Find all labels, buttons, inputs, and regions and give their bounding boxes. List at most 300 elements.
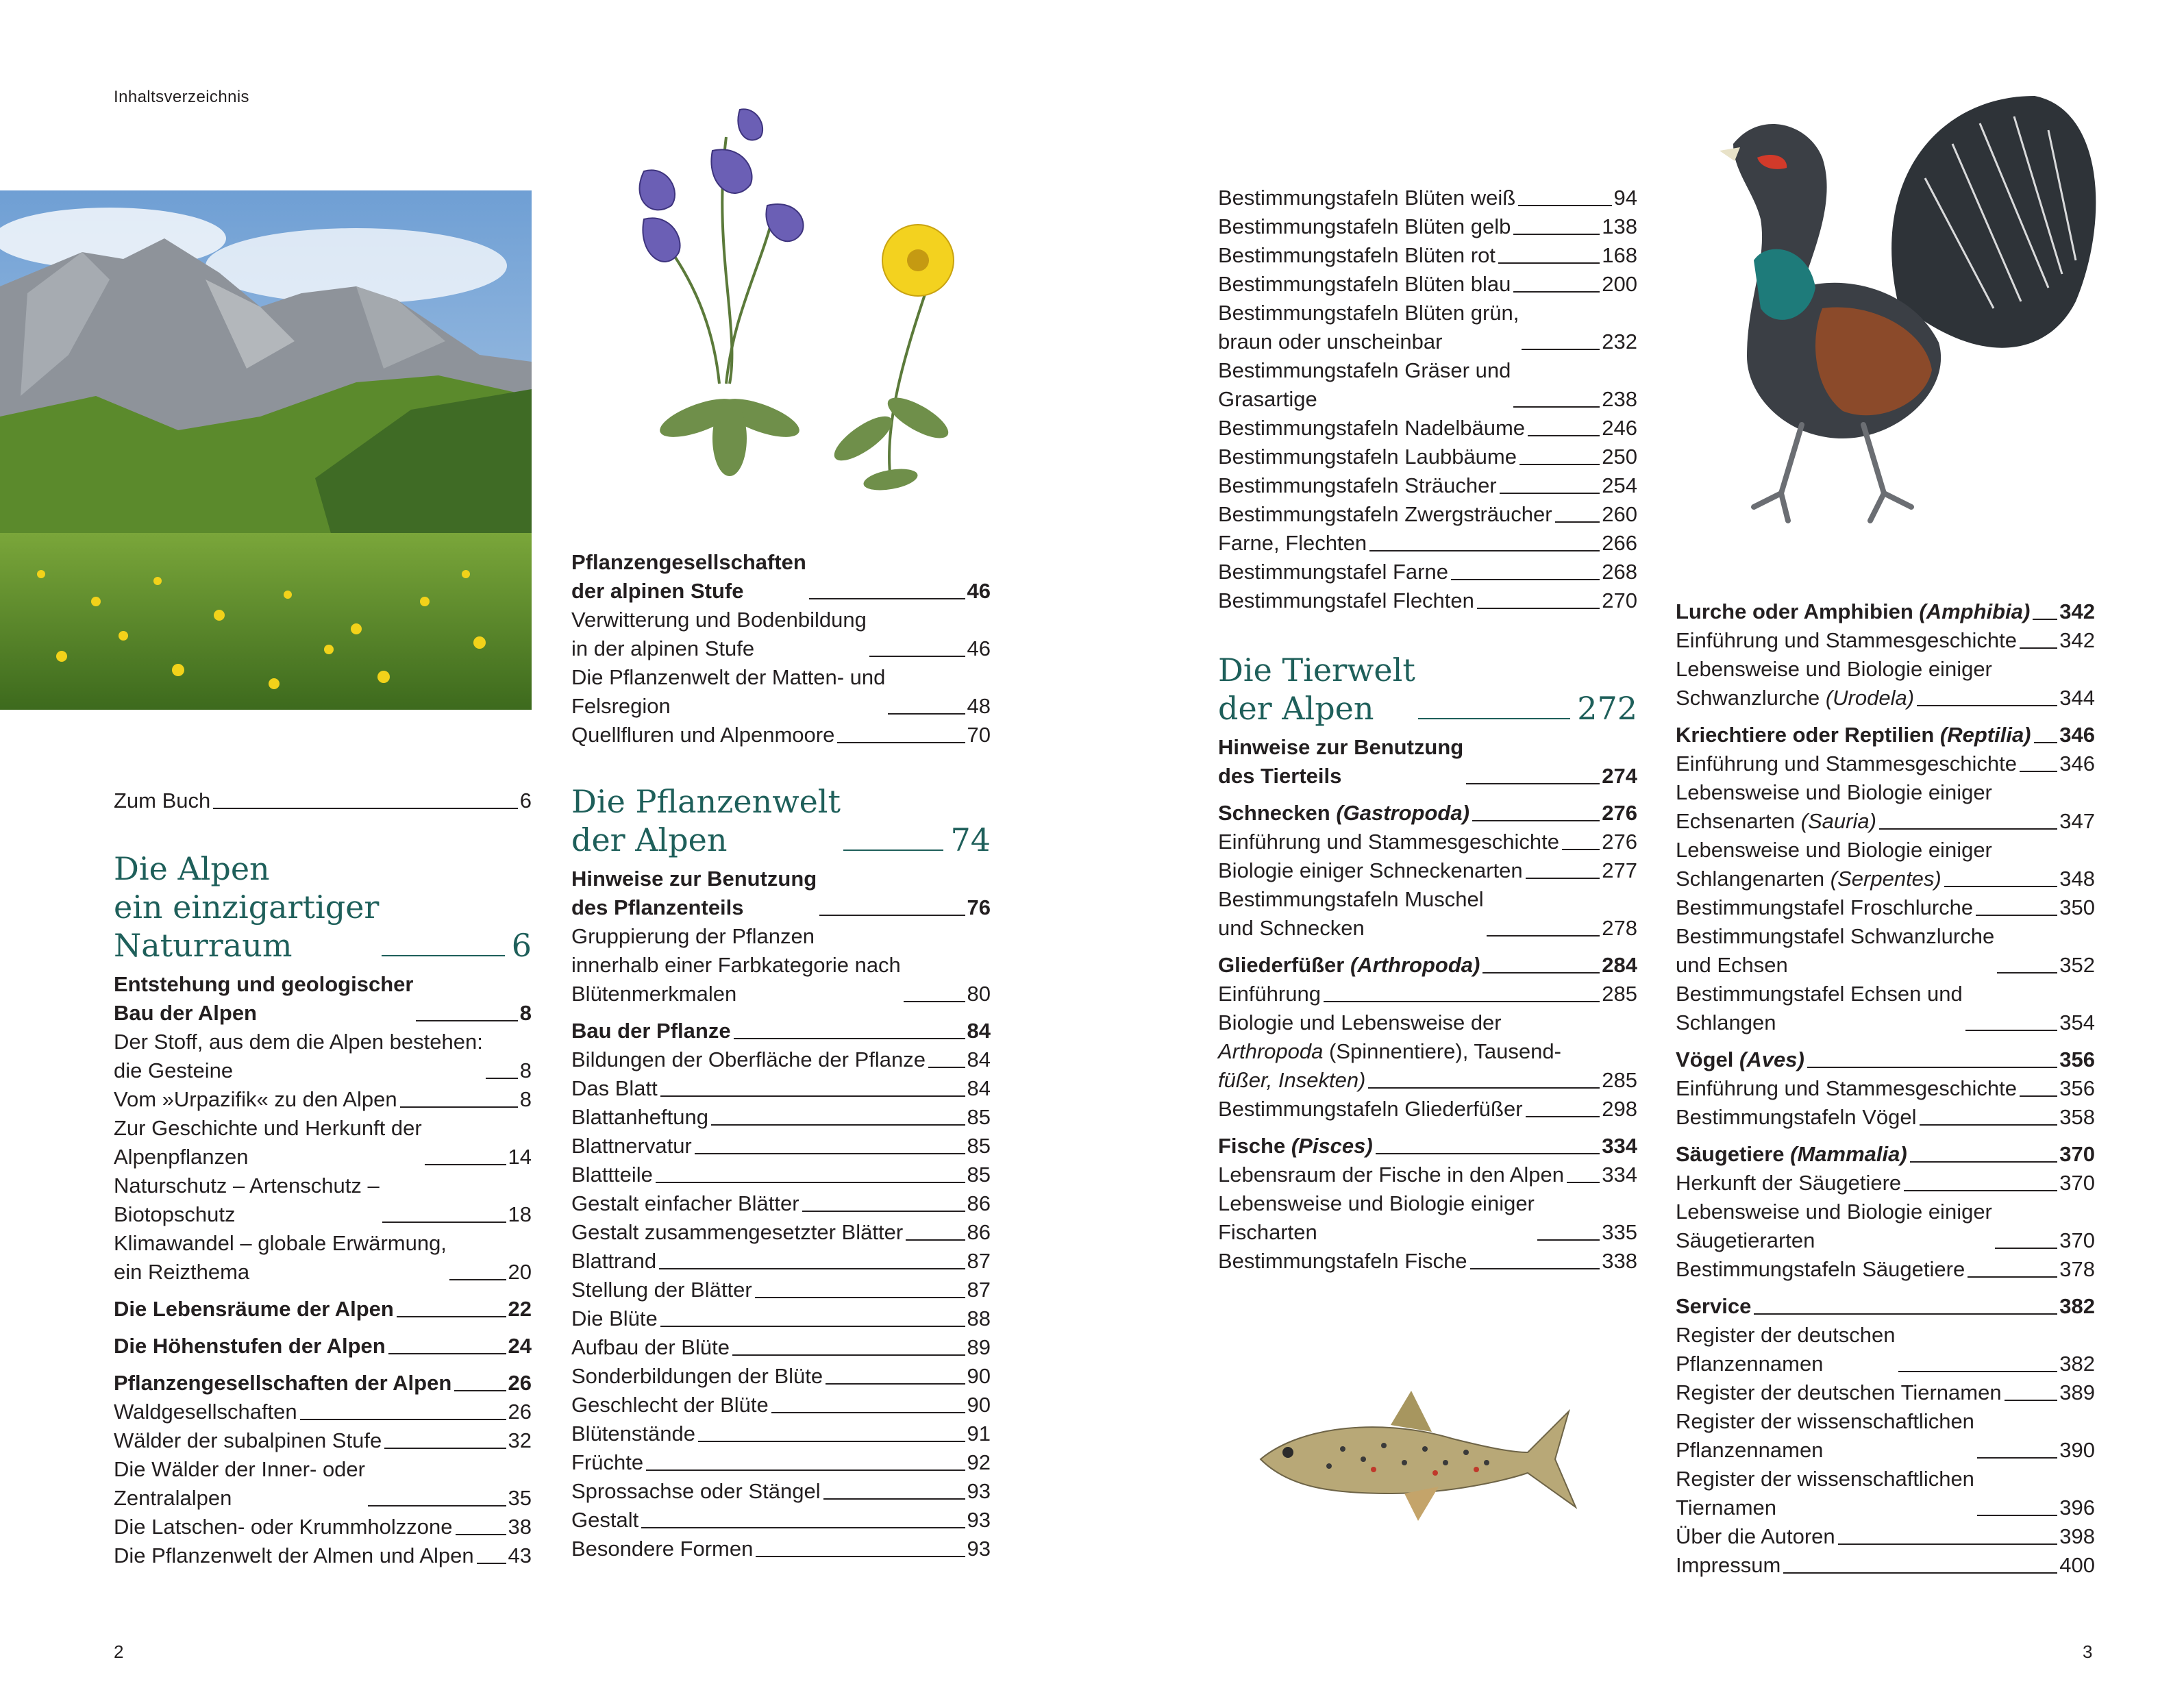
- toc-page-number: 32: [508, 1428, 532, 1452]
- toc-entry[interactable]: [1218, 856, 1637, 885]
- toc-page-number: 250: [1602, 445, 1637, 469]
- toc-entry[interactable]: [1676, 1407, 2095, 1465]
- toc-page-number: 80: [967, 982, 991, 1006]
- toc-entry[interactable]: [571, 865, 991, 922]
- toc-page-number: 346: [2059, 752, 2095, 776]
- toc-entry-text: Bau der Pflanze: [571, 1019, 731, 1043]
- toc-entry[interactable]: [571, 1045, 991, 1074]
- toc-page-number: 76: [967, 895, 991, 919]
- toc-entry[interactable]: [1676, 749, 2095, 778]
- toc-entry[interactable]: [114, 1426, 532, 1455]
- toc-entry-text: Echsenarten (Sauria): [1676, 809, 1876, 833]
- toc-entry-text: Register der deutschen Tiernamen: [1676, 1380, 2002, 1404]
- toc-entry-text: Fischarten: [1218, 1220, 1317, 1244]
- toc-entry[interactable]: [114, 1229, 532, 1287]
- toc-entry-text: Schlangen: [1676, 1010, 1776, 1034]
- toc-entry[interactable]: [1676, 1074, 2095, 1103]
- toc-entry[interactable]: [1676, 1103, 2095, 1132]
- toc-entry[interactable]: [114, 1513, 532, 1541]
- toc-entry-text: Quellfluren und Alpenmoore: [571, 723, 835, 747]
- toc-page-number: 84: [967, 1019, 991, 1043]
- toc-page-number: 274: [1602, 764, 1637, 788]
- toc-entry[interactable]: [1218, 1132, 1637, 1161]
- toc-entry-text: Register der wissenschaftlichen: [1676, 1409, 1974, 1433]
- toc-page-number: 356: [2059, 1076, 2095, 1100]
- toc-entry-text: Biologie einiger Schneckenarten: [1218, 858, 1523, 882]
- toc-column-4: [1676, 597, 2095, 1580]
- chapter-heading-tierwelt[interactable]: Die Tierwelt der Alpen 272: [1218, 652, 1637, 727]
- toc-page-number: 354: [2059, 1010, 2095, 1034]
- toc-entry[interactable]: [114, 1295, 532, 1324]
- toc-entry-text: Bestimmungstafeln Gliederfüßer: [1218, 1097, 1523, 1121]
- toc-entry-text: Über die Autoren: [1676, 1524, 1835, 1548]
- toc-entry-text: Die Pflanzenwelt der Matten- und: [571, 665, 886, 689]
- toc-page-number: 93: [967, 1479, 991, 1503]
- toc-entry[interactable]: [571, 1535, 991, 1563]
- toc-entry-text: Einführung und Stammesgeschichte: [1676, 752, 2018, 776]
- toc-page-number: 90: [967, 1393, 991, 1417]
- toc-entry-text: Die Lebensräume der Alpen: [114, 1297, 394, 1321]
- toc-page-number: 85: [967, 1163, 991, 1187]
- toc-page-number: 334: [1602, 1134, 1637, 1158]
- toc-page-number: 389: [2059, 1380, 2095, 1404]
- toc-page-number: 48: [967, 694, 991, 718]
- toc-page-number: 20: [508, 1260, 532, 1284]
- toc-entry-text: innerhalb einer Farbkategorie nach: [571, 953, 901, 977]
- toc-entry[interactable]: [1676, 1465, 2095, 1522]
- toc-entry[interactable]: [1676, 1255, 2095, 1284]
- toc-page-number: 358: [2059, 1105, 2095, 1129]
- toc-entry-text: Sprossachse oder Stängel: [571, 1479, 821, 1503]
- toc-page-number: 277: [1602, 858, 1637, 882]
- toc-entry[interactable]: [1218, 184, 1637, 212]
- toc-entry-text: Bestimmungstafeln Sträucher: [1218, 473, 1497, 497]
- toc-page-number: 382: [2059, 1352, 2095, 1376]
- toc-page-number: 298: [1602, 1097, 1637, 1121]
- toc-entry[interactable]: [571, 1448, 991, 1477]
- toc-entry[interactable]: [1676, 980, 2095, 1037]
- toc-page-number: 138: [1602, 214, 1637, 238]
- toc-entry-text: Bestimmungstafel Schwanzlurche: [1676, 924, 1995, 948]
- toc-entry[interactable]: [114, 1541, 532, 1570]
- toc-entry-text: Gestalt einfacher Blätter: [571, 1191, 799, 1215]
- toc-page-number: 344: [2059, 686, 2095, 710]
- toc-entry-text: Bestimmungstafeln Vögel: [1676, 1105, 1917, 1129]
- toc-entry-text: Säugetiere (Mammalia): [1676, 1142, 1907, 1166]
- toc-page-number: 26: [508, 1400, 532, 1424]
- toc-entry[interactable]: [114, 1085, 532, 1114]
- toc-entry-text: Bestimmungstafeln Gräser und: [1218, 358, 1511, 382]
- toc-page-number: 200: [1602, 272, 1637, 296]
- toc-entry[interactable]: [1218, 1008, 1637, 1037]
- toc-entry[interactable]: [1676, 778, 2095, 807]
- toc-entry-zum-buch[interactable]: Zum Buch 6: [114, 789, 532, 813]
- toc-entry-text: Bestimmungstafeln Säugetiere: [1676, 1257, 1965, 1281]
- toc-page-number: 88: [967, 1306, 991, 1330]
- toc-page-number: 260: [1602, 502, 1637, 526]
- toc-entry[interactable]: [1676, 865, 2095, 893]
- toc-entry[interactable]: [1218, 212, 1637, 241]
- col3-top-entries: [1218, 184, 1637, 615]
- capercaillie-illustration: [1692, 82, 2117, 528]
- toc-entry[interactable]: [1676, 1522, 2095, 1551]
- toc-page-number: 90: [967, 1364, 991, 1388]
- toc-page-number: 26: [508, 1371, 532, 1395]
- toc-entry-text: Die Höhenstufen der Alpen: [114, 1334, 386, 1358]
- toc-entry-text: Hinweise zur Benutzung: [1218, 735, 1464, 759]
- toc-entry-text: Hinweise zur Benutzung: [571, 867, 817, 891]
- toc-entry[interactable]: [114, 1455, 532, 1513]
- toc-entry-text: Lebensweise und Biologie einiger: [1676, 780, 1992, 804]
- toc-entry[interactable]: [1676, 1551, 2095, 1580]
- toc-page-number: 346: [2059, 723, 2095, 747]
- toc-entry-text: Wälder der subalpinen Stufe: [114, 1428, 382, 1452]
- toc-entry[interactable]: [1676, 893, 2095, 922]
- toc-entry-text: Aufbau der Blüte: [571, 1335, 730, 1359]
- toc-entry[interactable]: [1218, 1189, 1637, 1247]
- toc-entry-text: Lebensweise und Biologie einiger: [1218, 1191, 1535, 1215]
- toc-entry-text: Vom »Urpazifik« zu den Alpen: [114, 1087, 397, 1111]
- toc-entry[interactable]: [1218, 1095, 1637, 1124]
- toc-entry[interactable]: [1676, 1321, 2095, 1378]
- toc-entry-text: und Echsen: [1676, 953, 1788, 977]
- toc-entry-text: ein Reizthema: [114, 1260, 250, 1284]
- toc-column-2: [571, 548, 991, 1563]
- toc-entry[interactable]: [571, 663, 991, 721]
- toc-entry[interactable]: [114, 1171, 532, 1229]
- flower-illustration: [603, 96, 986, 521]
- toc-page-number: 370: [2059, 1171, 2095, 1195]
- toc-entry[interactable]: [1218, 241, 1637, 270]
- toc-page-number: 85: [967, 1134, 991, 1158]
- toc-entry[interactable]: [1218, 529, 1637, 558]
- toc-entry[interactable]: [114, 1332, 532, 1361]
- toc-entry-text: Bestimmungstafeln Blüten weiß: [1218, 186, 1516, 210]
- toc-entry[interactable]: [1676, 626, 2095, 655]
- toc-entry-text: Biotopschutz: [114, 1202, 236, 1226]
- toc-page-number: 335: [1602, 1220, 1637, 1244]
- toc-entry[interactable]: [114, 1398, 532, 1426]
- toc-page-number: 370: [2059, 1142, 2095, 1166]
- toc-entry-text: Blattanheftung: [571, 1105, 708, 1129]
- toc-page-number: 24: [508, 1334, 532, 1358]
- toc-entry[interactable]: [571, 1132, 991, 1161]
- toc-page-number: 91: [967, 1422, 991, 1446]
- toc-entry[interactable]: [1676, 807, 2095, 836]
- toc-entry-text: Das Blatt: [571, 1076, 658, 1100]
- toc-entry[interactable]: [571, 1017, 991, 1045]
- toc-page-number: 8: [519, 1058, 532, 1082]
- toc-entry-text: Bestimmungstafeln Muschel: [1218, 887, 1484, 911]
- toc-page-number: 18: [508, 1202, 532, 1226]
- toc-entry[interactable]: [1218, 828, 1637, 856]
- toc-entry-text: füßer, Insekten): [1218, 1068, 1366, 1092]
- toc-page-number: 35: [508, 1486, 532, 1510]
- toc-entry-text: Bestimmungstafel Flechten: [1218, 588, 1474, 612]
- toc-entry-text: Bestimmungstafeln Nadelbäume: [1218, 416, 1526, 440]
- toc-entry-text: Verwitterung und Bodenbildung: [571, 608, 867, 632]
- chapter-heading-die-alpen[interactable]: Die Alpen ein einzigartiger Naturraum 6: [114, 850, 532, 964]
- toc-entry-text: Bestimmungstafeln Fische: [1218, 1249, 1467, 1273]
- toc-entry-text: Bestimmungstafeln Laubbäume: [1218, 445, 1517, 469]
- toc-column-1: [114, 786, 532, 1570]
- toc-entry[interactable]: [1218, 951, 1637, 980]
- toc-page-number: 276: [1602, 830, 1637, 854]
- toc-entry[interactable]: [571, 1506, 991, 1535]
- toc-page-number: 370: [2059, 1228, 2095, 1252]
- toc-page-number: 342: [2059, 599, 2095, 623]
- toc-page-number: 254: [1602, 473, 1637, 497]
- toc-entry[interactable]: [114, 1369, 532, 1398]
- toc-entry-text: Bestimmungstafeln Blüten grün,: [1218, 301, 1519, 325]
- toc-entry[interactable]: [571, 1247, 991, 1276]
- toc-entry[interactable]: [571, 1362, 991, 1391]
- toc-page-number: 350: [2059, 895, 2095, 919]
- toc-page-number: 8: [519, 1087, 532, 1111]
- toc-entry[interactable]: [1218, 799, 1637, 828]
- toc-page-number: 86: [967, 1220, 991, 1244]
- toc-entry[interactable]: [571, 1304, 991, 1333]
- toc-entry-text: Einführung und Stammesgeschichte: [1676, 1076, 2018, 1100]
- toc-page-number: 87: [967, 1278, 991, 1302]
- toc-entry-text: Gliederfüßer (Arthropoda): [1218, 953, 1480, 977]
- toc-entry-text: Einführung und Stammesgeschichte: [1676, 628, 2018, 652]
- toc-entry[interactable]: [571, 1103, 991, 1132]
- toc-entry-text: Der Stoff, aus dem die Alpen bestehen:: [114, 1030, 483, 1054]
- toc-entry[interactable]: [571, 1189, 991, 1218]
- toc-entry-text: des Pflanzenteils: [571, 895, 744, 919]
- toc-page-number: 398: [2059, 1524, 2095, 1548]
- toc-entry-text: Geschlecht der Blüte: [571, 1393, 769, 1417]
- toc-page-number: 285: [1602, 982, 1637, 1006]
- toc-page-number: 266: [1602, 531, 1637, 555]
- toc-page-number: 86: [967, 1191, 991, 1215]
- toc-entry[interactable]: [1676, 922, 2095, 980]
- toc-page-number: 232: [1602, 330, 1637, 354]
- toc-entry[interactable]: [1218, 1247, 1637, 1276]
- toc-entry-text: Die Latschen- oder Krummholzzone: [114, 1515, 453, 1539]
- toc-entry-text: Felsregion: [571, 694, 671, 718]
- toc-page-number: 268: [1602, 560, 1637, 584]
- toc-entry-text: Biologie und Lebensweise der: [1218, 1010, 1502, 1034]
- toc-entry-text: der alpinen Stufe: [571, 579, 744, 603]
- toc-entry-text: Pflanzennamen: [1676, 1352, 1824, 1376]
- toc-entry-text: Pflanzennamen: [1676, 1438, 1824, 1462]
- toc-entry[interactable]: [571, 922, 991, 1008]
- toc-page-number: 70: [967, 723, 991, 747]
- toc-entry-text: Einführung und Stammesgeschichte: [1218, 830, 1560, 854]
- toc-entry-text: Blütenmerkmalen: [571, 982, 737, 1006]
- toc-page-number: 46: [967, 636, 991, 660]
- col1-entries: [114, 970, 532, 1570]
- col3-entries: [1218, 733, 1637, 1276]
- toc-page-number: 93: [967, 1537, 991, 1561]
- toc-entry-text: Vögel (Aves): [1676, 1047, 1804, 1071]
- toc-entry[interactable]: [571, 721, 991, 749]
- toc-entry-text: Herkunft der Säugetiere: [1676, 1171, 1902, 1195]
- toc-entry[interactable]: [1676, 1045, 2095, 1074]
- toc-entry-text: des Tierteils: [1218, 764, 1342, 788]
- toc-page-number: 396: [2059, 1496, 2095, 1520]
- toc-entry-text: Die Blüte: [571, 1306, 658, 1330]
- toc-entry[interactable]: [114, 1028, 532, 1085]
- toc-entry-text: Pflanzengesellschaften der Alpen: [114, 1371, 452, 1395]
- toc-entry-text: Schwanzlurche (Urodela): [1676, 686, 1915, 710]
- toc-page-number: 84: [967, 1076, 991, 1100]
- col2-entries: [571, 865, 991, 1563]
- toc-entry-text: Lurche oder Amphibien (Amphibia): [1676, 599, 2031, 623]
- toc-page-number: 338: [1602, 1249, 1637, 1273]
- toc-page-number: 400: [2059, 1553, 2095, 1577]
- toc-page-number: 356: [2059, 1047, 2095, 1071]
- toc-page-number: 238: [1602, 387, 1637, 411]
- toc-entry[interactable]: [114, 970, 532, 1028]
- toc-entry-text: in der alpinen Stufe: [571, 636, 755, 660]
- toc-entry-text: Säugetierarten: [1676, 1228, 1815, 1252]
- toc-page-number: 378: [2059, 1257, 2095, 1281]
- toc-entry-text: Fische (Pisces): [1218, 1134, 1373, 1158]
- col2-top-entries: [571, 548, 991, 749]
- toc-entry-text: Lebensweise und Biologie einiger: [1676, 838, 1992, 862]
- toc-entry-text: Impressum: [1676, 1553, 1781, 1577]
- toc-entry-text: Blütenstände: [571, 1422, 695, 1446]
- toc-entry-text: Bildungen der Oberfläche der Pflanze: [571, 1047, 926, 1071]
- toc-page-number: 348: [2059, 867, 2095, 891]
- toc-entry-text: Kriechtiere oder Reptilien (Reptilia): [1676, 723, 2031, 747]
- toc-entry[interactable]: [1676, 836, 2095, 865]
- toc-entry[interactable]: [571, 1276, 991, 1304]
- toc-page-number: 22: [508, 1297, 532, 1321]
- toc-page-number: 94: [1613, 186, 1637, 210]
- toc-column-3: [1218, 184, 1637, 1276]
- page-number-right: 3: [2083, 1641, 2093, 1662]
- toc-entry[interactable]: [1676, 1378, 2095, 1407]
- toc-entry[interactable]: [114, 1114, 532, 1171]
- toc-page-number: 270: [1602, 588, 1637, 612]
- toc-entry-text: Bestimmungstafel Echsen und: [1676, 982, 1963, 1006]
- toc-entry-text: Gestalt: [571, 1508, 639, 1532]
- toc-entry[interactable]: [1676, 597, 2095, 626]
- toc-entry[interactable]: [1218, 443, 1637, 471]
- toc-entry-text: Arthropoda (Spinnentiere), Tausend-: [1218, 1039, 1561, 1063]
- toc-page-number: 382: [2059, 1294, 2095, 1318]
- toc-entry-text: Lebensweise und Biologie einiger: [1676, 657, 1992, 681]
- toc-entry[interactable]: [571, 1391, 991, 1419]
- toc-entry[interactable]: [571, 606, 991, 663]
- toc-entry[interactable]: [571, 548, 991, 606]
- toc-entry-text: Farne, Flechten: [1218, 531, 1367, 555]
- toc-page-number: 278: [1602, 916, 1637, 940]
- toc-entry-text: Bestimmungstafeln Blüten gelb: [1218, 214, 1511, 238]
- toc-entry[interactable]: [1676, 1169, 2095, 1198]
- toc-page-number: 334: [1602, 1163, 1637, 1187]
- toc-entry[interactable]: [1218, 733, 1637, 791]
- toc-entry-text: Lebensweise und Biologie einiger: [1676, 1200, 1992, 1224]
- toc-entry[interactable]: [571, 1161, 991, 1189]
- toc-entry[interactable]: [1218, 558, 1637, 586]
- toc-page-number: 89: [967, 1335, 991, 1359]
- toc-entry[interactable]: [571, 1333, 991, 1362]
- toc-entry-text: Bestimmungstafeln Blüten rot: [1218, 243, 1496, 267]
- trout-illustration: [1247, 1384, 1583, 1528]
- toc-page-number: 38: [508, 1515, 532, 1539]
- toc-entry[interactable]: [571, 1074, 991, 1103]
- toc-entry-text: Sonderbildungen der Blüte: [571, 1364, 823, 1388]
- toc-entry-text: Stellung der Blätter: [571, 1278, 752, 1302]
- col4-entries: [1676, 597, 2095, 1580]
- toc-entry-text: Blattteile: [571, 1163, 653, 1187]
- toc-entry[interactable]: [1218, 471, 1637, 500]
- toc-entry[interactable]: [1218, 500, 1637, 529]
- toc-entry[interactable]: [1218, 356, 1637, 414]
- toc-entry[interactable]: [1676, 655, 2095, 684]
- toc-entry-text: Bestimmungstafel Froschlurche: [1676, 895, 1974, 919]
- toc-entry-text: Entstehung und geologischer: [114, 972, 414, 996]
- toc-page-number: 246: [1602, 416, 1637, 440]
- toc-entry-text: Gestalt zusammengesetzter Blätter: [571, 1220, 904, 1244]
- toc-entry[interactable]: [1218, 414, 1637, 443]
- toc-entry-text: Register der deutschen: [1676, 1323, 1896, 1347]
- toc-page-number: 85: [967, 1105, 991, 1129]
- toc-entry[interactable]: [1676, 684, 2095, 712]
- toc-entry[interactable]: [571, 1218, 991, 1247]
- toc-page-number: 342: [2059, 628, 2095, 652]
- toc-entry[interactable]: [1676, 721, 2095, 749]
- toc-entry-text: Zentralalpen: [114, 1486, 232, 1510]
- toc-entry[interactable]: [1218, 270, 1637, 299]
- toc-entry-text: braun oder unscheinbar: [1218, 330, 1443, 354]
- toc-entry-text: Bau der Alpen: [114, 1001, 257, 1025]
- toc-page-number: 168: [1602, 243, 1637, 267]
- toc-entry-text: Lebensraum der Fische in den Alpen: [1218, 1163, 1564, 1187]
- toc-entry-text: Waldgesellschaften: [114, 1400, 297, 1424]
- toc-entry-text: Gruppierung der Pflanzen: [571, 924, 815, 948]
- toc-entry[interactable]: [571, 1477, 991, 1506]
- toc-entry[interactable]: [1676, 1292, 2095, 1321]
- toc-entry[interactable]: [1676, 1140, 2095, 1169]
- toc-page-number: 92: [967, 1450, 991, 1474]
- toc-entry-text: Schlangenarten (Serpentes): [1676, 867, 1941, 891]
- toc-entry[interactable]: [1218, 586, 1637, 615]
- toc-page-number: 46: [967, 579, 991, 603]
- chapter-heading-pflanzenwelt[interactable]: Die Pflanzenwelt der Alpen 74: [571, 783, 991, 858]
- toc-entry[interactable]: [1218, 1037, 1637, 1066]
- toc-entry-text: Alpenpflanzen: [114, 1145, 249, 1169]
- toc-page-number: 8: [519, 1001, 532, 1025]
- toc-entry-text: die Gesteine: [114, 1058, 234, 1082]
- toc-entry-text: Die Wälder der Inner- oder: [114, 1457, 365, 1481]
- running-head: Inhaltsverzeichnis: [114, 88, 249, 106]
- toc-page-number: 285: [1602, 1068, 1637, 1092]
- toc-entry-text: Blattnervatur: [571, 1134, 692, 1158]
- toc-page-number: 43: [508, 1543, 532, 1567]
- toc-entry[interactable]: [1218, 885, 1637, 943]
- toc-entry[interactable]: [571, 1419, 991, 1448]
- toc-page-number: 84: [967, 1047, 991, 1071]
- toc-entry-text: Schnecken (Gastropoda): [1218, 801, 1469, 825]
- toc-entry[interactable]: [1218, 1161, 1637, 1189]
- toc-page-number: 352: [2059, 953, 2095, 977]
- toc-entry[interactable]: [1218, 299, 1637, 356]
- toc-entry[interactable]: [1218, 980, 1637, 1008]
- toc-entry-text: Zur Geschichte und Herkunft der: [114, 1116, 422, 1140]
- page-number-left: 2: [114, 1641, 124, 1662]
- toc-entry-text: Grasartige: [1218, 387, 1317, 411]
- toc-entry[interactable]: [1218, 1066, 1637, 1095]
- toc-entry[interactable]: [1676, 1198, 2095, 1255]
- toc-page-number: 276: [1602, 801, 1637, 825]
- toc-entry-text: und Schnecken: [1218, 916, 1365, 940]
